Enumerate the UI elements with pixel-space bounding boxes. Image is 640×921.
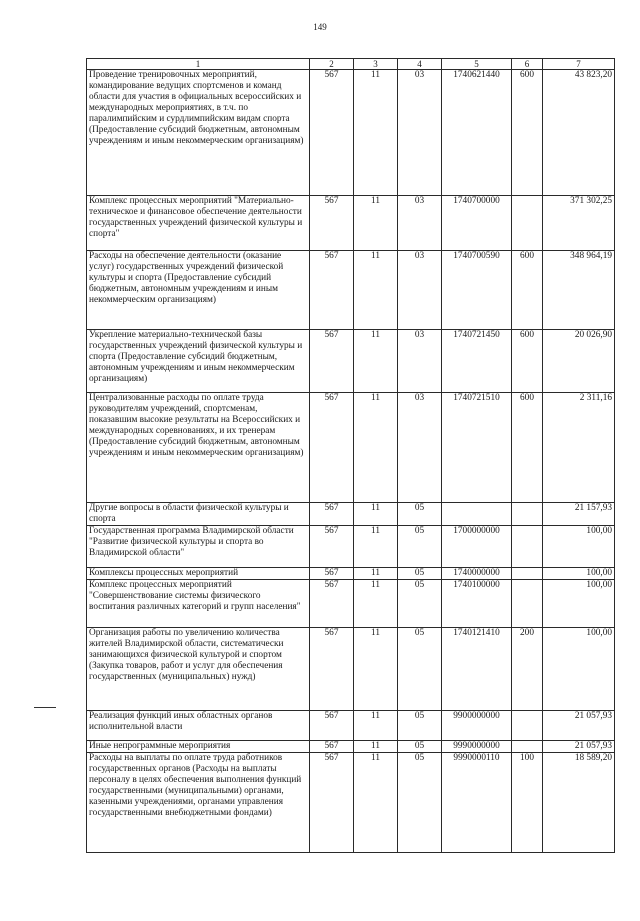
- row-target-article: 1740121410: [442, 628, 512, 711]
- row-ministry-code: 567: [310, 628, 354, 711]
- row-name: Иные непрограммные мероприятия: [87, 741, 310, 753]
- header-row: [87, 59, 615, 70]
- row-subsection: 05: [398, 580, 442, 628]
- table-row: [87, 251, 615, 330]
- row-expense-type: 600: [512, 330, 543, 393]
- table-row: [87, 196, 615, 251]
- row-subsection: 03: [398, 393, 442, 503]
- row-section: 11: [354, 393, 398, 503]
- row-target-article: 1740000000: [442, 568, 512, 580]
- row-amount: 348 964,19: [543, 251, 615, 330]
- row-subsection: 05: [398, 526, 442, 568]
- row-expense-type: 100: [512, 753, 543, 853]
- row-amount: 100,00: [543, 628, 615, 711]
- budget-table: [86, 58, 615, 853]
- row-amount: 100,00: [543, 580, 615, 628]
- row-amount: 100,00: [543, 526, 615, 568]
- header-col-6: 6: [512, 59, 543, 70]
- header-col-2: 2: [310, 59, 354, 70]
- row-name: Расходы на выплаты по оплате труда работников государственных органов (Расходы на выплаты персоналу в целях обеспечения выполнения функций государственными (муниципальными) органами, казенными учреждениями, органами управления государственными внебюджетными фондами): [87, 753, 310, 853]
- table-row: [87, 70, 615, 196]
- row-amount: 371 302,25: [543, 196, 615, 251]
- table-row: [87, 330, 615, 393]
- row-subsection: 05: [398, 711, 442, 741]
- row-expense-type: 600: [512, 70, 543, 196]
- row-section: 11: [354, 330, 398, 393]
- row-expense-type: [512, 526, 543, 568]
- header-col-5: 5: [442, 59, 512, 70]
- row-target-article: 9990000110: [442, 753, 512, 853]
- row-expense-type: [512, 503, 543, 526]
- row-target-article: 1740700590: [442, 251, 512, 330]
- table-row: [87, 503, 615, 526]
- table-row: [87, 526, 615, 568]
- row-ministry-code: 567: [310, 711, 354, 741]
- row-expense-type: [512, 196, 543, 251]
- table-row: [87, 393, 615, 503]
- row-ministry-code: 567: [310, 526, 354, 568]
- row-ministry-code: 567: [310, 580, 354, 628]
- row-subsection: 05: [398, 628, 442, 711]
- row-name: Расходы на обеспечение деятельности (оказание услуг) государственных учреждений физической культуры и спорта (Предоставление субсидий бюджетным, автономным учреждениям и иным некоммерческим организациям): [87, 251, 310, 330]
- row-target-article: 1740100000: [442, 580, 512, 628]
- row-subsection: 05: [398, 568, 442, 580]
- table-row: [87, 741, 615, 753]
- row-amount: 21 057,93: [543, 741, 615, 753]
- row-amount: 20 026,90: [543, 330, 615, 393]
- row-expense-type: 600: [512, 251, 543, 330]
- row-target-article: 1700000000: [442, 526, 512, 568]
- row-subsection: 05: [398, 753, 442, 853]
- row-subsection: 03: [398, 70, 442, 196]
- row-expense-type: [512, 741, 543, 753]
- row-name: Другие вопросы в области физической культуры и спорта: [87, 503, 310, 526]
- row-name: Комплекс процессных мероприятий "Совершенствование системы физического воспитания различных категорий и групп населения": [87, 580, 310, 628]
- row-expense-type: [512, 711, 543, 741]
- row-name: Комплекс процессных мероприятий "Материально-техническое и финансовое обеспечение деятельности государственных учреждений физической культуры и спорта": [87, 196, 310, 251]
- row-section: 11: [354, 580, 398, 628]
- header-col-3: 3: [354, 59, 398, 70]
- row-ministry-code: 567: [310, 70, 354, 196]
- row-name: Централизованные расходы по оплате труда руководителям учреждений, спортсменам, показавшим высокие результаты на Всероссийских и международных соревнованиях, и их тренерам (Предоставление субсидий бюджетным, автономным учреждениям и иным некоммерческим организациям): [87, 393, 310, 503]
- table-row: [87, 628, 615, 711]
- row-expense-type: 200: [512, 628, 543, 711]
- row-name: Государственная программа Владимирской области "Развитие физической культуры и спорта во Владимирской области": [87, 526, 310, 568]
- row-section: 11: [354, 711, 398, 741]
- row-amount: 2 311,16: [543, 393, 615, 503]
- row-target-article: 1740700000: [442, 196, 512, 251]
- row-target-article: 1740721510: [442, 393, 512, 503]
- row-amount: 18 589,20: [543, 753, 615, 853]
- row-section: 11: [354, 568, 398, 580]
- row-amount: 43 823,20: [543, 70, 615, 196]
- row-subsection: 03: [398, 196, 442, 251]
- table-row: [87, 580, 615, 628]
- row-ministry-code: 567: [310, 741, 354, 753]
- row-ministry-code: 567: [310, 330, 354, 393]
- row-target-article: 9900000000: [442, 711, 512, 741]
- header-col-7: 7: [543, 59, 615, 70]
- row-amount: 100,00: [543, 568, 615, 580]
- row-name: Реализация функций иных областных органов исполнительной власти: [87, 711, 310, 741]
- row-name: Укрепление материально-технической базы государственных учреждений физической культуры и спорта (Предоставление субсидий бюджетным, автономным учреждениям и иным некоммерческим организациям): [87, 330, 310, 393]
- row-target-article: 1740721450: [442, 330, 512, 393]
- row-section: 11: [354, 628, 398, 711]
- row-expense-type: [512, 580, 543, 628]
- row-target-article: [442, 503, 512, 526]
- row-ministry-code: 567: [310, 251, 354, 330]
- row-subsection: 03: [398, 330, 442, 393]
- row-name: Организация работы по увеличению количества жителей Владимирской области, систематически занимающихся физической культурой и спортом (Закупка товаров, работ и услуг для обеспечения государственных (муниципальных) нужд): [87, 628, 310, 711]
- row-section: 11: [354, 70, 398, 196]
- table-row: [87, 711, 615, 741]
- row-amount: 21 157,93: [543, 503, 615, 526]
- row-name: Комплексы процессных мероприятий: [87, 568, 310, 580]
- header-col-4: 4: [398, 59, 442, 70]
- row-name: Проведение тренировочных мероприятий, командирование ведущих спортсменов и команд области для участия в официальных всероссийских и международных мероприятиях, в т.ч. по паралимпийским и сурдлимпийским видам спорта (Предоставление субсидий бюджетным, автономным учреждениям и иным некоммерческим организациям): [87, 70, 310, 196]
- header-col-1: 1: [87, 59, 310, 70]
- table-row: [87, 753, 615, 853]
- row-expense-type: [512, 568, 543, 580]
- row-section: 11: [354, 251, 398, 330]
- page-number: 149: [313, 22, 327, 32]
- row-ministry-code: 567: [310, 196, 354, 251]
- row-subsection: 05: [398, 503, 442, 526]
- row-subsection: 03: [398, 251, 442, 330]
- margin-mark: [34, 707, 56, 708]
- row-target-article: 9990000000: [442, 741, 512, 753]
- row-target-article: 1740621440: [442, 70, 512, 196]
- row-expense-type: 600: [512, 393, 543, 503]
- row-section: 11: [354, 526, 398, 568]
- row-subsection: 05: [398, 741, 442, 753]
- row-ministry-code: 567: [310, 753, 354, 853]
- row-ministry-code: 567: [310, 568, 354, 580]
- row-ministry-code: 567: [310, 503, 354, 526]
- row-section: 11: [354, 503, 398, 526]
- row-section: 11: [354, 753, 398, 853]
- row-section: 11: [354, 196, 398, 251]
- table-row: [87, 568, 615, 580]
- row-ministry-code: 567: [310, 393, 354, 503]
- row-amount: 21 057,93: [543, 711, 615, 741]
- row-section: 11: [354, 741, 398, 753]
